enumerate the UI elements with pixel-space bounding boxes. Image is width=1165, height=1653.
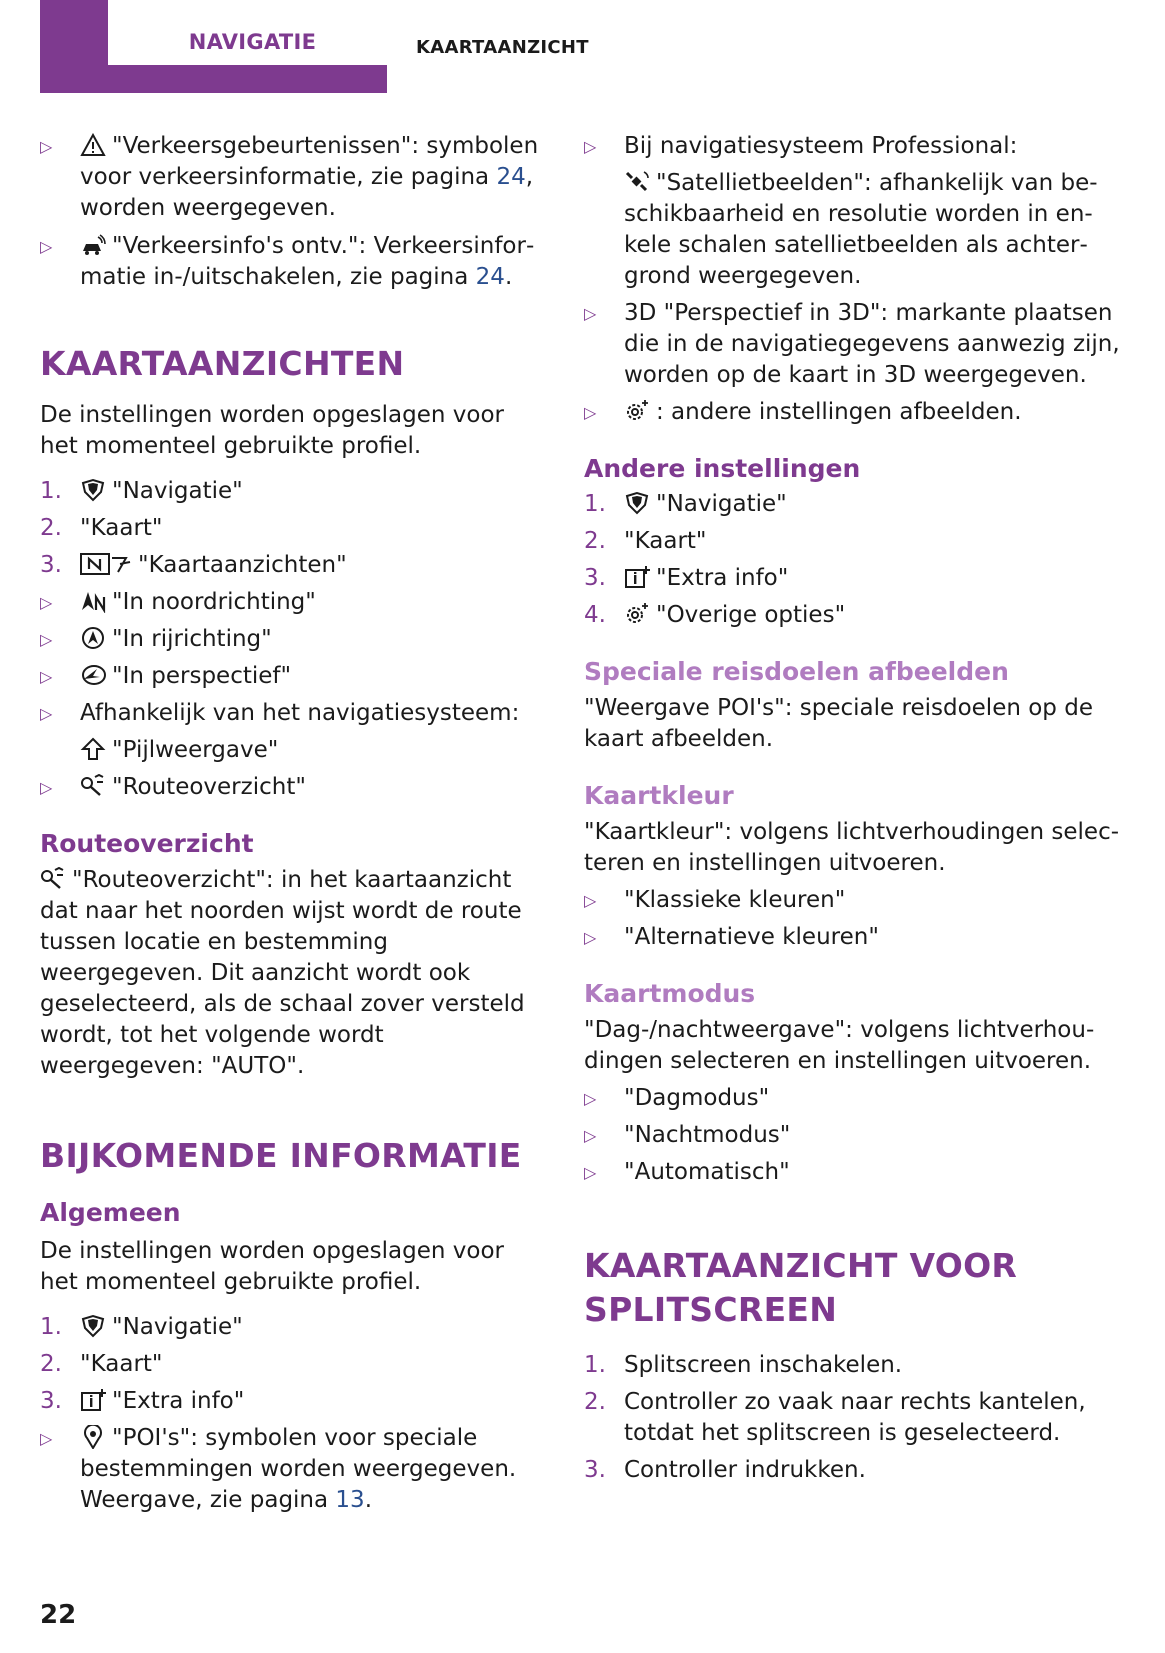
step-label: "Extra info" bbox=[112, 1388, 245, 1414]
navigation-flag-icon bbox=[80, 1314, 106, 1338]
satellite-icon bbox=[624, 170, 650, 194]
warning-triangle-icon bbox=[80, 133, 106, 157]
list-item bbox=[584, 1157, 1129, 1188]
intro-paragraph-2: De instellingen worden opgeslagen voor het momenteel gebruikte profiel. bbox=[40, 1238, 504, 1295]
left-column bbox=[40, 131, 545, 1516]
intro-paragraph: De instellingen worden opgeslagen voor het momenteel gebruikte profiel. bbox=[40, 402, 504, 459]
page-number: 22 bbox=[40, 1600, 77, 1630]
list-item bbox=[40, 476, 545, 507]
section-tab bbox=[40, 0, 387, 93]
list-item bbox=[40, 624, 545, 655]
modus-option: "Nachtmodus" bbox=[624, 1122, 791, 1148]
step-number: 3. bbox=[584, 1457, 606, 1483]
step-label: Controller zo vaak naar rechts kantelen, totdat het splitscreen is geselecteerd. bbox=[624, 1389, 1086, 1446]
step-label: "Kaart" bbox=[80, 1351, 163, 1377]
step-label: "Navigatie" bbox=[112, 1314, 243, 1340]
step-label: Controller indrukken. bbox=[624, 1457, 866, 1483]
kaartkleur-paragraph: "Kaartkleur": volgens lichtverhoudingen selecteren en instellingen uitvoeren. bbox=[584, 819, 1120, 876]
list-item bbox=[584, 1455, 1129, 1486]
step-number: 1. bbox=[40, 478, 62, 504]
list-item bbox=[584, 1120, 1129, 1151]
list-item bbox=[584, 885, 1129, 916]
speciale-paragraph: "Weergave POI's": speciale reisdoelen op de kaart afbeelden. bbox=[584, 695, 1093, 752]
step-number: 4. bbox=[584, 602, 606, 628]
list-item bbox=[584, 563, 1129, 594]
list-item bbox=[584, 489, 1129, 520]
list-item bbox=[40, 1386, 545, 1417]
view-label: "In perspectief" bbox=[112, 663, 292, 689]
step-number: 2. bbox=[40, 1351, 62, 1377]
list-item bbox=[584, 922, 1129, 953]
list-item bbox=[584, 1350, 1129, 1381]
verkeersgebeurtenissen-text: "Verkeersgebeurtenissen": symbolen voor verkeersinformatie, zie pagina bbox=[80, 133, 539, 190]
split-steps-list bbox=[584, 1350, 1129, 1486]
kleur-option: "Klassieke kleuren" bbox=[624, 887, 846, 913]
step-number: 2. bbox=[584, 528, 606, 554]
list-item-verkeersgebeurtenissen bbox=[40, 131, 545, 224]
extra-info-icon bbox=[624, 565, 650, 589]
map-views-icon bbox=[80, 552, 132, 576]
verkeersgebeurtenissen-tail: , worden weergegeven. bbox=[80, 164, 534, 221]
list-item bbox=[40, 1312, 545, 1343]
other-settings-text: : andere instellingen afbeelden. bbox=[656, 399, 1022, 425]
arrow-up-icon bbox=[80, 737, 106, 761]
view-label: "Pijlweergave" bbox=[112, 737, 279, 763]
step-number: 1. bbox=[584, 491, 606, 517]
list-item bbox=[584, 600, 1129, 631]
verkeersinfo-tail: . bbox=[504, 264, 513, 290]
list-item bbox=[584, 1083, 1129, 1114]
step-number: 1. bbox=[40, 1314, 62, 1340]
navigation-flag-icon bbox=[624, 491, 650, 515]
settings-gear-icon bbox=[624, 399, 650, 423]
list-item-verkeersinfo bbox=[40, 231, 545, 293]
heading-routeoverzicht: Routeoverzicht bbox=[40, 829, 254, 858]
step-number: 2. bbox=[40, 515, 62, 541]
list-item bbox=[40, 587, 545, 618]
modus-option: "Automatisch" bbox=[624, 1159, 790, 1185]
pois-tail: . bbox=[364, 1487, 373, 1513]
page-link-24[interactable]: 24 bbox=[496, 164, 526, 190]
heading-kaartmodus: Kaartmodus bbox=[584, 979, 756, 1008]
page-link-13[interactable]: 13 bbox=[335, 1487, 365, 1513]
list-item-pois bbox=[40, 1423, 545, 1516]
pois-text: "POI's": symbolen voor speciale bestemmingen worden weergegeven. Weergave, zie pagina bbox=[80, 1425, 517, 1513]
step-number: 2. bbox=[584, 1389, 606, 1415]
perspective-3d-text: 3D "Perspectief in 3D": markante plaatsen die in de navigatiegegevens aanwezig zijn, worden op de kaart in 3D weergegeven. bbox=[624, 300, 1120, 388]
page-link-24[interactable]: 24 bbox=[475, 264, 505, 290]
traffic-info-icon bbox=[80, 233, 106, 257]
heading-kaartkleur: Kaartkleur bbox=[584, 781, 734, 810]
heading-kaartaanzichten: KAARTAANZICHTEN bbox=[40, 344, 405, 383]
step-label: "Overige opties" bbox=[656, 602, 846, 628]
list-item bbox=[40, 550, 545, 581]
heading-andere-instellingen: Andere instellingen bbox=[584, 454, 861, 483]
list-item bbox=[40, 513, 545, 544]
right-column bbox=[584, 131, 1129, 1486]
steps-list-2 bbox=[40, 1312, 545, 1417]
view-label: "In rijrichting" bbox=[112, 626, 272, 652]
list-item bbox=[584, 526, 1129, 557]
professional-text: Bij navigatiesysteem Professional: bbox=[624, 133, 1018, 159]
heading-algemeen: Algemeen bbox=[40, 1198, 181, 1227]
perspective-icon bbox=[80, 663, 106, 687]
settings-gear-icon bbox=[624, 602, 650, 626]
list-item bbox=[40, 1349, 545, 1380]
step-label: "Kaartaanzichten" bbox=[138, 552, 347, 578]
list-item bbox=[40, 772, 545, 803]
verkeersinfo-text: "Verkeersinfo's ontv.": Verkeersinformatie in-/uitschakelen, zie pagina bbox=[80, 233, 535, 290]
list-item-continuation bbox=[584, 168, 1129, 292]
extra-info-icon bbox=[80, 1388, 106, 1412]
step-label: "Navigatie" bbox=[112, 478, 243, 504]
step-label: "Extra info" bbox=[656, 565, 789, 591]
heading-splitscreen: KAARTAANZICHT VOOR SPLITSCREEN bbox=[584, 1246, 1018, 1329]
heading-up-icon bbox=[80, 626, 106, 650]
route-overview-icon bbox=[40, 867, 66, 891]
list-item-other-settings bbox=[584, 397, 1129, 428]
step-label: Splitscreen inschakelen. bbox=[624, 1352, 903, 1378]
kleur-option: "Alternatieve kleuren" bbox=[624, 924, 879, 950]
list-item-continuation bbox=[40, 735, 545, 766]
andere-steps-list bbox=[584, 489, 1129, 631]
view-label: Afhankelijk van het navigatiesysteem: bbox=[80, 700, 520, 726]
steps-list bbox=[40, 476, 545, 581]
step-label: "Navigatie" bbox=[656, 491, 787, 517]
kaartmodus-paragraph: "Dag-/nachtweergave": volgens lichtverhoudingen selecteren en instellingen uitvoeren. bbox=[584, 1017, 1095, 1074]
modus-option: "Dagmodus" bbox=[624, 1085, 770, 1111]
step-number: 1. bbox=[584, 1352, 606, 1378]
step-number: 3. bbox=[40, 552, 62, 578]
routeoverzicht-paragraph bbox=[40, 865, 545, 1082]
poi-pin-icon bbox=[80, 1425, 106, 1449]
views-list bbox=[40, 587, 545, 803]
heading-speciale-reisdoelen: Speciale reisdoelen afbeelden bbox=[584, 657, 1009, 686]
navigation-flag-icon bbox=[80, 478, 106, 502]
step-number: 3. bbox=[40, 1388, 62, 1414]
satellite-text: "Satellietbeelden": afhankelijk van beschikbaarheid en resolutie worden in enkele schalen satellietbeelden als achtergrond weergegeven. bbox=[624, 170, 1098, 289]
heading-bijkomende-informatie: BIJKOMENDE INFORMATIE bbox=[40, 1136, 522, 1175]
list-item-perspective-3d bbox=[584, 298, 1129, 391]
step-label: "Kaart" bbox=[624, 528, 707, 554]
page-subtitle: KAARTAANZICHT bbox=[416, 37, 589, 58]
list-item bbox=[40, 698, 545, 729]
section-tab-label: NAVIGATIE bbox=[108, 0, 397, 65]
list-item bbox=[584, 1387, 1129, 1449]
step-label: "Kaart" bbox=[80, 515, 163, 541]
routeoverzicht-text: "Routeoverzicht": in het kaartaanzicht dat naar het noorden wijst wordt de route tussen locatie en bestemming weergegeven. Dit aanzicht wordt ook geselecteerd, als de schaal zover versteld wordt, tot het volgende wordt weergegeven: "AUTO". bbox=[40, 867, 525, 1079]
view-label: "In noordrichting" bbox=[112, 589, 316, 615]
view-label: "Routeoverzicht" bbox=[112, 774, 306, 800]
step-number: 3. bbox=[584, 565, 606, 591]
route-overview-icon bbox=[80, 774, 106, 798]
list-item bbox=[40, 661, 545, 692]
list-item-professional bbox=[584, 131, 1129, 162]
north-up-icon bbox=[80, 589, 106, 613]
